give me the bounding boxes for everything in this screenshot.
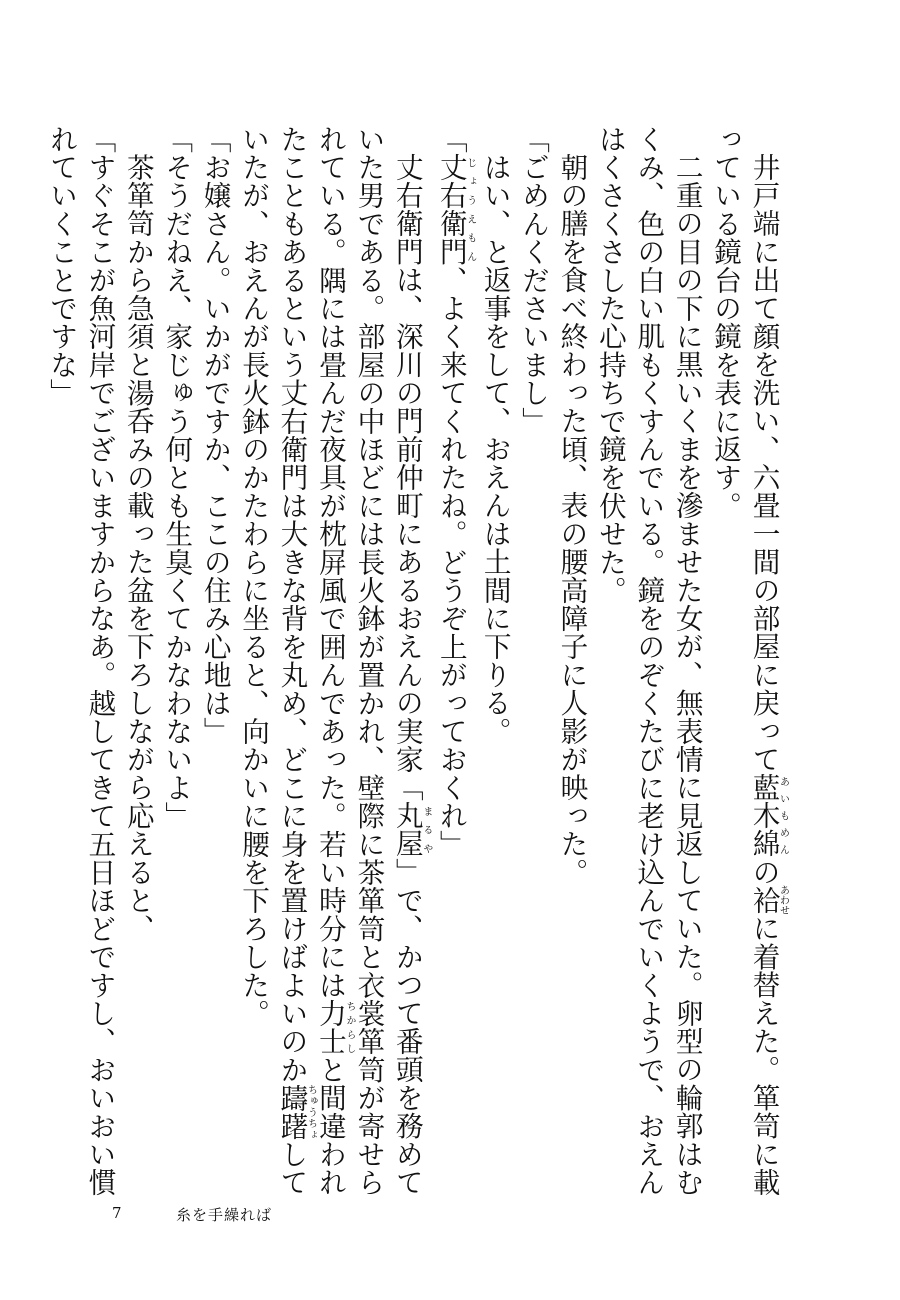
- body-paragraph: [552, 125, 590, 1210]
- text-run: 「すぐそこが魚河岸でございますからなあ。越してきて五日ほどですし、おいおい慣れていくことですな」: [45, 125, 117, 1197]
- ruby-word: 藍木綿あいもめん: [747, 773, 789, 858]
- page-number: 7: [112, 1204, 122, 1222]
- text-run: はい、と返事をして、おえんは土間に下りる。: [478, 152, 512, 745]
- text-run: の: [747, 857, 781, 886]
- text-run: 、よく来てくれたね。どうぞ上がっておくれ」: [434, 266, 468, 859]
- furigana: まるや: [420, 801, 432, 858]
- dialogue-line: [514, 125, 552, 1210]
- text-run: 丈右衛門は、深川の門前仲町にあるおえんの実家「: [390, 152, 424, 802]
- dialogue-line: [431, 125, 475, 1210]
- text-run: 「お嬢さん。いかがですか、ここの住み心地は」: [198, 125, 232, 746]
- ruby-word: 袷あわせ: [747, 884, 789, 915]
- text-run: 井戸端に出て顔を洗い、六畳一間の部屋に戻って: [747, 152, 781, 773]
- furigana: あわせ: [777, 884, 789, 915]
- text-run: 「そうだねえ、家じゅう何とも生臭くてかなわないよ」: [160, 125, 194, 830]
- body-paragraph: [234, 125, 432, 1210]
- furigana: じょうえもん: [464, 153, 476, 266]
- text-run: 「: [434, 125, 468, 154]
- ruby-word: 丸屋まるや: [390, 801, 432, 858]
- text-run: 茶箪笥から急須と湯呑みの載った盆を下ろしながら応えると、: [121, 152, 155, 943]
- dialogue-line: [157, 125, 195, 1210]
- body-paragraph: [590, 125, 705, 1210]
- text-run: と間違われたこともあるという丈右衛門は大きな背を丸め、どこに身を置けばよいのか: [275, 125, 347, 1197]
- dialogue-line: [195, 125, 233, 1210]
- ruby-word: 丈右衛門じょうえもん: [434, 153, 476, 267]
- furigana: ちからし: [343, 999, 355, 1056]
- text-run: 「ごめんくださいまし」: [517, 125, 551, 436]
- text-run: に着替えた。箪笥に載っている鏡台の鏡を表に返す。: [709, 125, 781, 1197]
- text-run: 朝の膳を食べ終わった頃、表の腰高障子に人影が映った。: [555, 152, 589, 886]
- ruby-word: 力士ちからし: [313, 999, 355, 1056]
- body-paragraph: [475, 125, 513, 1210]
- furigana: あいもめん: [777, 773, 789, 858]
- vertical-text-body: [45, 125, 789, 1210]
- dialogue-line: [42, 125, 119, 1210]
- text-run: 二重の目の下に黒いくまを滲ませた女が、無表情に見返していた。卵型の輪郭はむくみ、色の白い肌もくすんでいる。鏡をのぞくたびに老け込んでいくようで、おえんはくさくさした心持ちで鏡を伏せた。: [593, 125, 704, 1197]
- ruby-word: 躊躇ちゅうちょ: [275, 1083, 317, 1141]
- furigana: ちゅうちょ: [305, 1083, 317, 1141]
- text-run: 」で、かつて番頭を務めていた男である。部屋の中ほどには長火鉢が置かれ、壁際に茶箪笥と衣裳箪笥が寄せられている。隅には畳んだ夜具が枕屏風で囲んであった。若い時分には: [313, 125, 424, 1197]
- text-run: していたが、おえんが長火鉢のかたわらに坐ると、向かいに腰を下ろした。: [237, 125, 309, 1197]
- body-paragraph: [706, 125, 788, 1210]
- body-paragraph: [118, 125, 156, 1210]
- book-title: 糸を手繰れば: [176, 1206, 273, 1224]
